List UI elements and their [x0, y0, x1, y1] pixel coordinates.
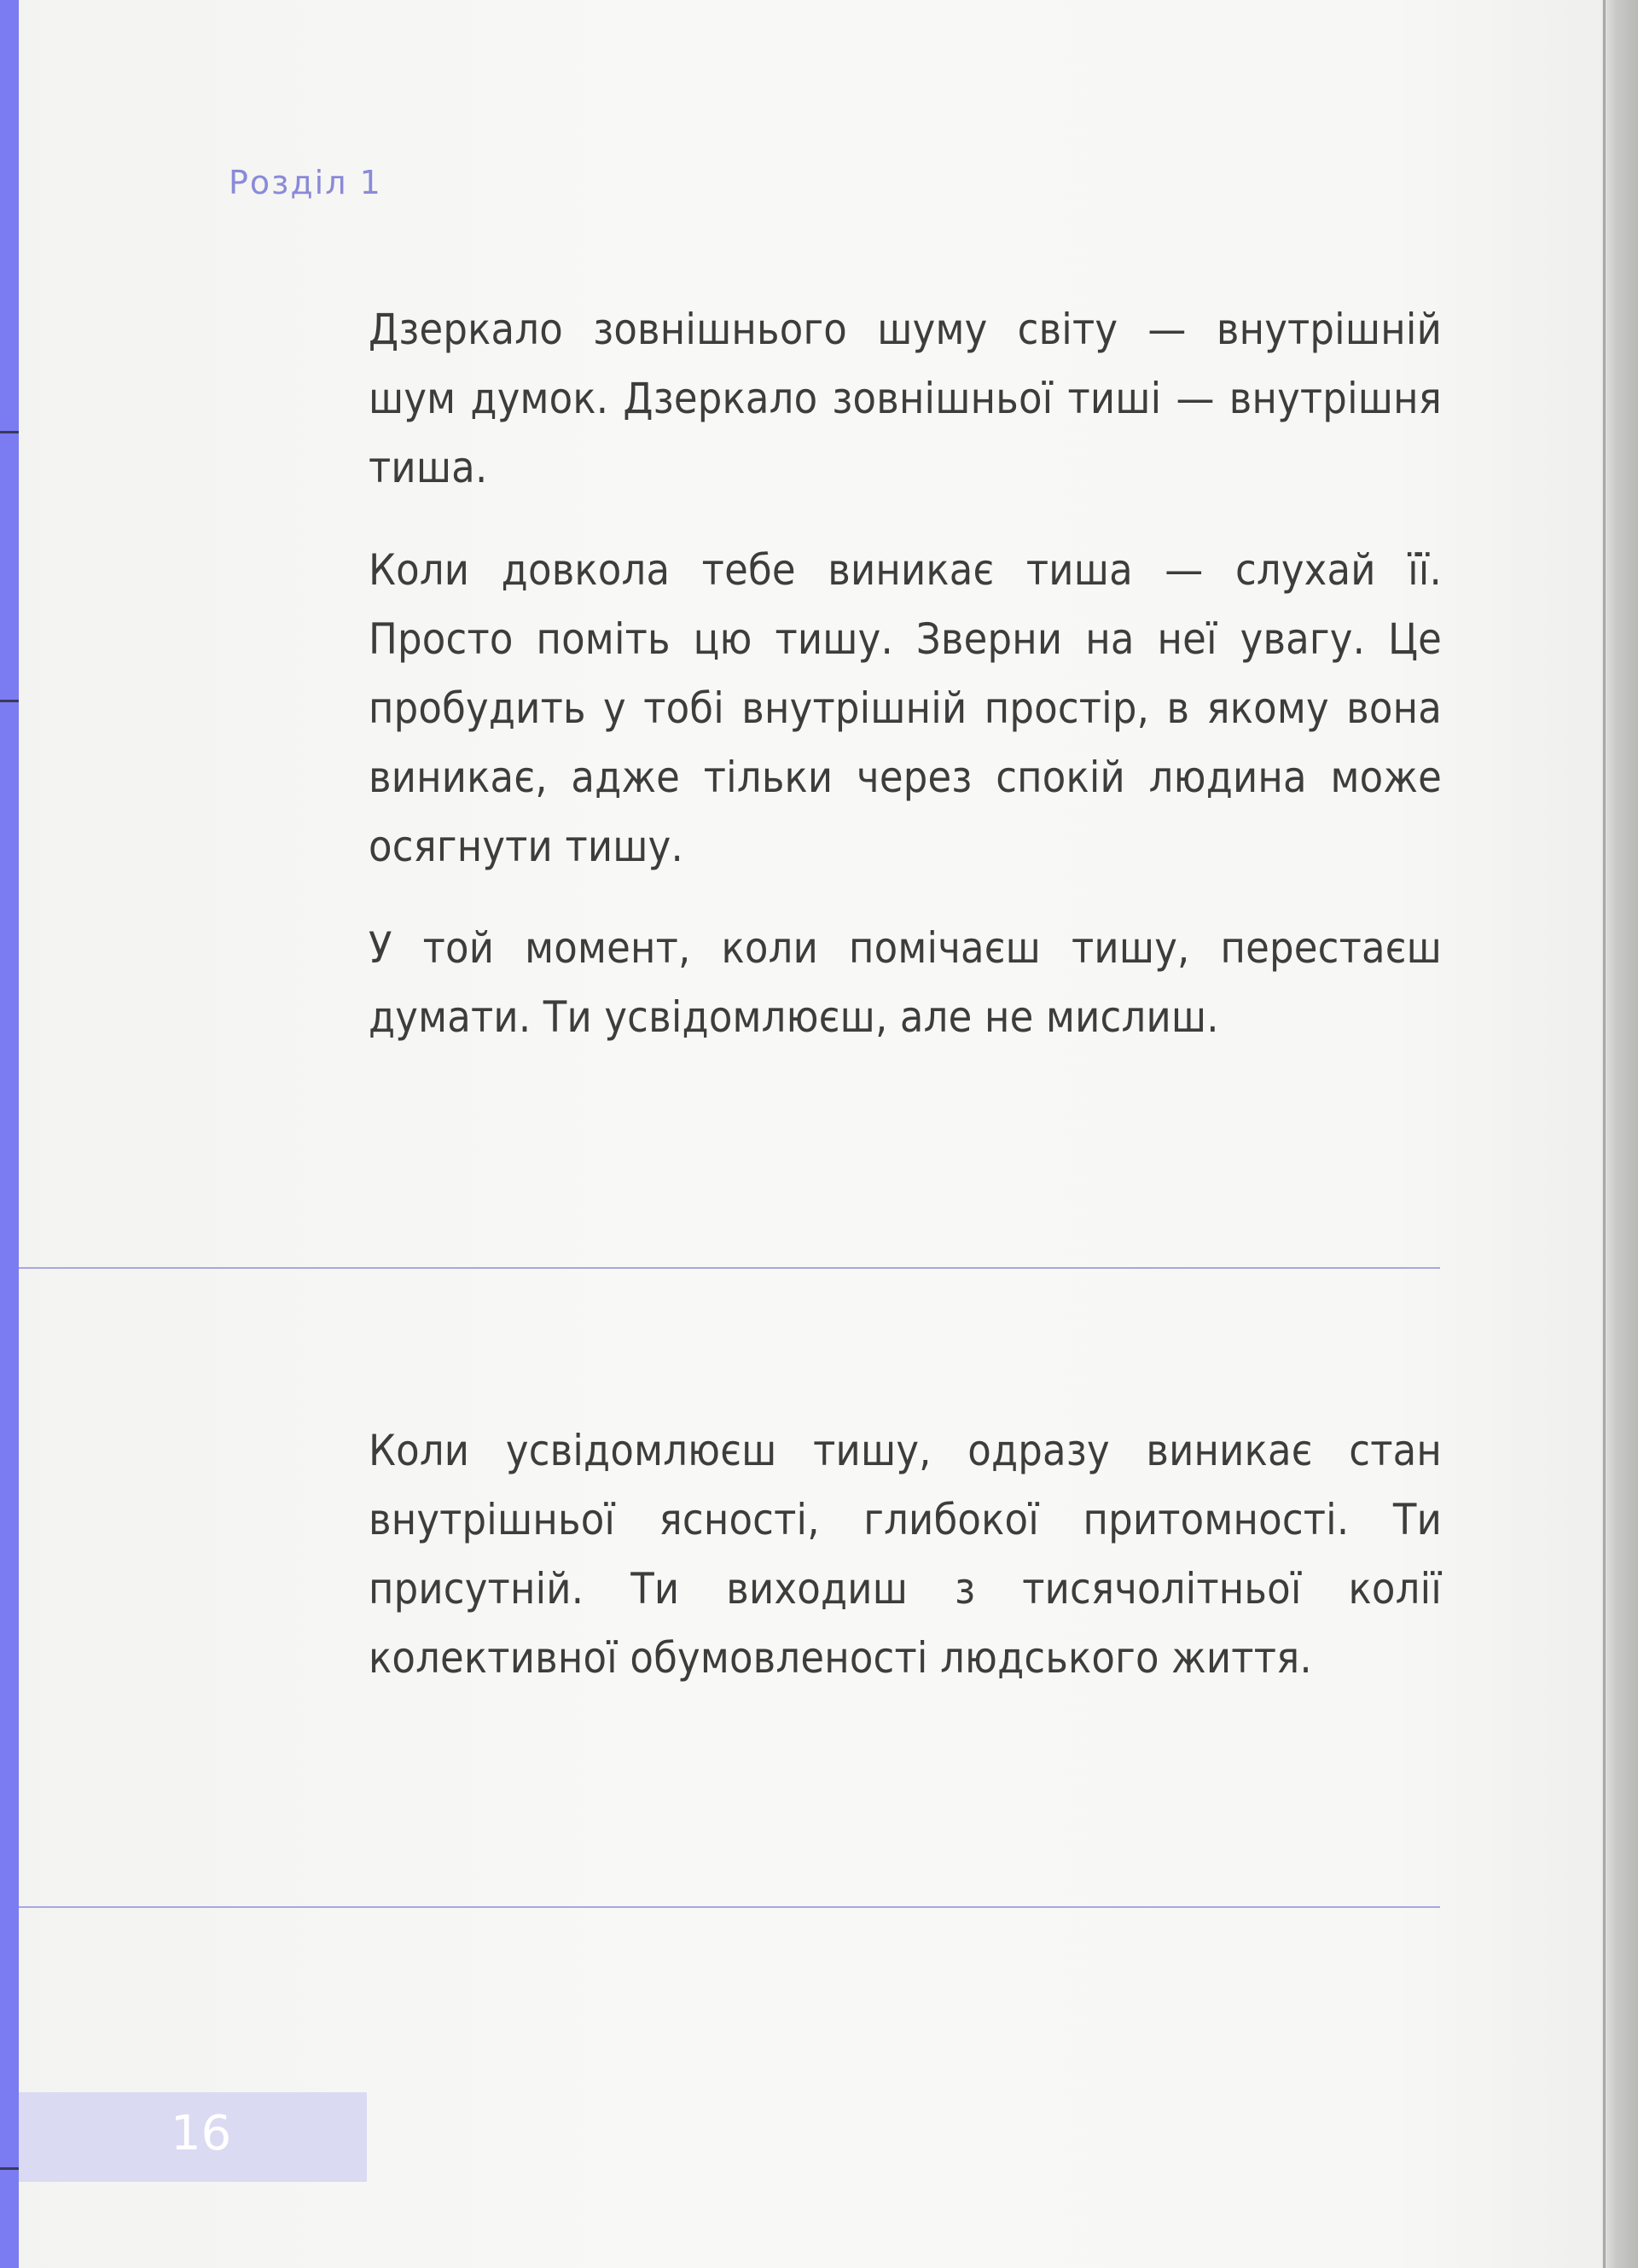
paragraph: Дзеркало зовнішнього шуму світу — внутрішній шум думок. Дзеркало зовнішньої тиші — внутрішня тиша. — [369, 305, 1442, 492]
section-divider — [19, 1906, 1440, 1908]
paragraph: Коли довкола тебе виникає тиша — слухай її. Просто поміть цю тишу. Зверни на неї увагу. Це пробудить у тобі внутрішній простір, в якому вона виникає, адже тільки через спокій людина може осягнути тишу. — [369, 545, 1442, 871]
paragraph: Коли усвідомлюєш тишу, одразу виникає стан внутрішньої ясності, глибокої притомності. Ти присутній. Ти виходиш з тисячолітньої колії колективної обумовленості людського життя. — [369, 1426, 1442, 1683]
spine-mark — [0, 700, 19, 702]
paragraph: У той момент, коли помічаєш тишу, перестаєш думати. Ти усвідомлюєш, але не мислиш. — [369, 923, 1442, 1042]
page-edge — [1602, 0, 1638, 2268]
section-divider — [19, 1267, 1440, 1269]
chapter-label: Розділ 1 — [229, 164, 382, 201]
paragraph-4-block — [369, 1416, 1442, 1693]
page-number: 16 — [171, 2106, 232, 2161]
paragraph-2-block — [369, 536, 1442, 881]
spine-mark — [0, 431, 19, 433]
paragraph-1-block — [369, 295, 1442, 503]
spine-mark — [0, 2167, 19, 2170]
paragraph-3-block — [369, 914, 1442, 1052]
left-accent-band — [0, 0, 19, 2268]
page-edge-line — [1603, 0, 1606, 2268]
